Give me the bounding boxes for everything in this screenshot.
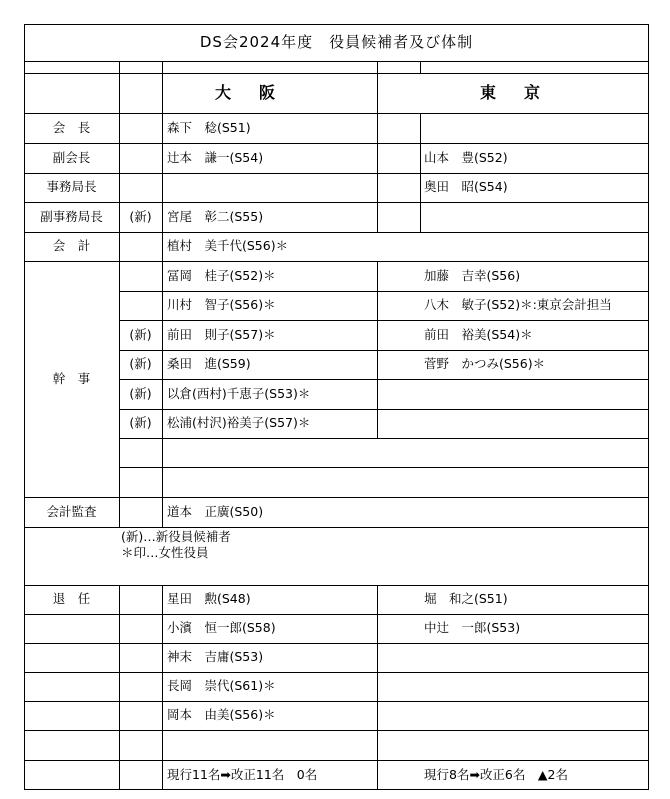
tokyo-retiree: 堀 和之(S51) — [424, 591, 508, 606]
tokyo-name: 八木 敏子(S52)＊:東京会計担当 — [424, 297, 612, 312]
tokyo-name: 前田 裕美(S54)＊ — [424, 327, 533, 342]
region-header-tokyo: 東 京 — [479, 83, 546, 102]
osaka-retiree: 長岡 崇代(S61)＊ — [167, 678, 276, 693]
osaka-name: 宮尾 彰二(S55) — [167, 209, 264, 224]
role-label: 事務局長 — [46, 179, 97, 194]
osaka-name: 桑田 進(S59) — [167, 356, 251, 371]
page-title: DS会2024年度 役員候補者及び体制 — [199, 33, 474, 51]
osaka-retiree: 岡本 由美(S56)＊ — [167, 707, 276, 722]
tokyo-total: 現行8名➡改正6名 ▲2名 — [424, 767, 568, 782]
new-mark: (新) — [129, 209, 152, 224]
tokyo-name: 加藤 吉幸(S56) — [424, 268, 521, 283]
kanji-label: 幹 事 — [52, 371, 91, 386]
officer-table — [24, 24, 649, 790]
osaka-name: 植村 美千代(S56)＊ — [167, 238, 289, 253]
legend-new: (新)…新役員候補者 — [121, 529, 231, 544]
new-mark: (新) — [129, 415, 152, 430]
tokyo-name: 奥田 昭(S54) — [424, 179, 508, 194]
osaka-name: 冨岡 桂子(S52)＊ — [167, 268, 276, 283]
role-label: 会 計 — [52, 238, 91, 253]
osaka-retiree: 神末 吉庸(S53) — [167, 649, 264, 664]
osaka-name: 以倉(西村)千恵子(S53)＊ — [167, 386, 311, 401]
retire-label: 退 任 — [52, 591, 91, 606]
osaka-retiree: 小濱 恒一郎(S58) — [167, 620, 276, 635]
osaka-name: 辻本 謙一(S54) — [167, 150, 264, 165]
legend-female: ＊印…女性役員 — [121, 545, 209, 560]
role-label: 会 長 — [52, 120, 91, 135]
osaka-name: 前田 則子(S57)＊ — [167, 327, 276, 342]
tokyo-name: 山本 豊(S52) — [424, 150, 508, 165]
table-grid-lines — [24, 24, 649, 790]
osaka-name: 松浦(村沢)裕美子(S57)＊ — [167, 415, 311, 430]
tokyo-name: 菅野 かつみ(S56)＊ — [424, 356, 546, 371]
osaka-retiree: 星田 勲(S48) — [167, 591, 251, 606]
role-label: 副事務局長 — [40, 209, 103, 224]
osaka-name: 川村 智子(S56)＊ — [167, 297, 276, 312]
osaka-total: 現行11名➡改正11名 0名 — [167, 767, 318, 782]
auditor-name: 道本 正廣(S50) — [167, 504, 264, 519]
new-mark: (新) — [129, 327, 152, 342]
auditor-label: 会計監査 — [46, 504, 97, 519]
osaka-name: 森下 稔(S51) — [167, 120, 251, 135]
role-label: 副会長 — [52, 150, 91, 165]
new-mark: (新) — [129, 386, 152, 401]
tokyo-retiree: 中辻 一郎(S53) — [424, 620, 521, 635]
region-header-osaka: 大 阪 — [214, 83, 281, 102]
new-mark: (新) — [129, 356, 152, 371]
